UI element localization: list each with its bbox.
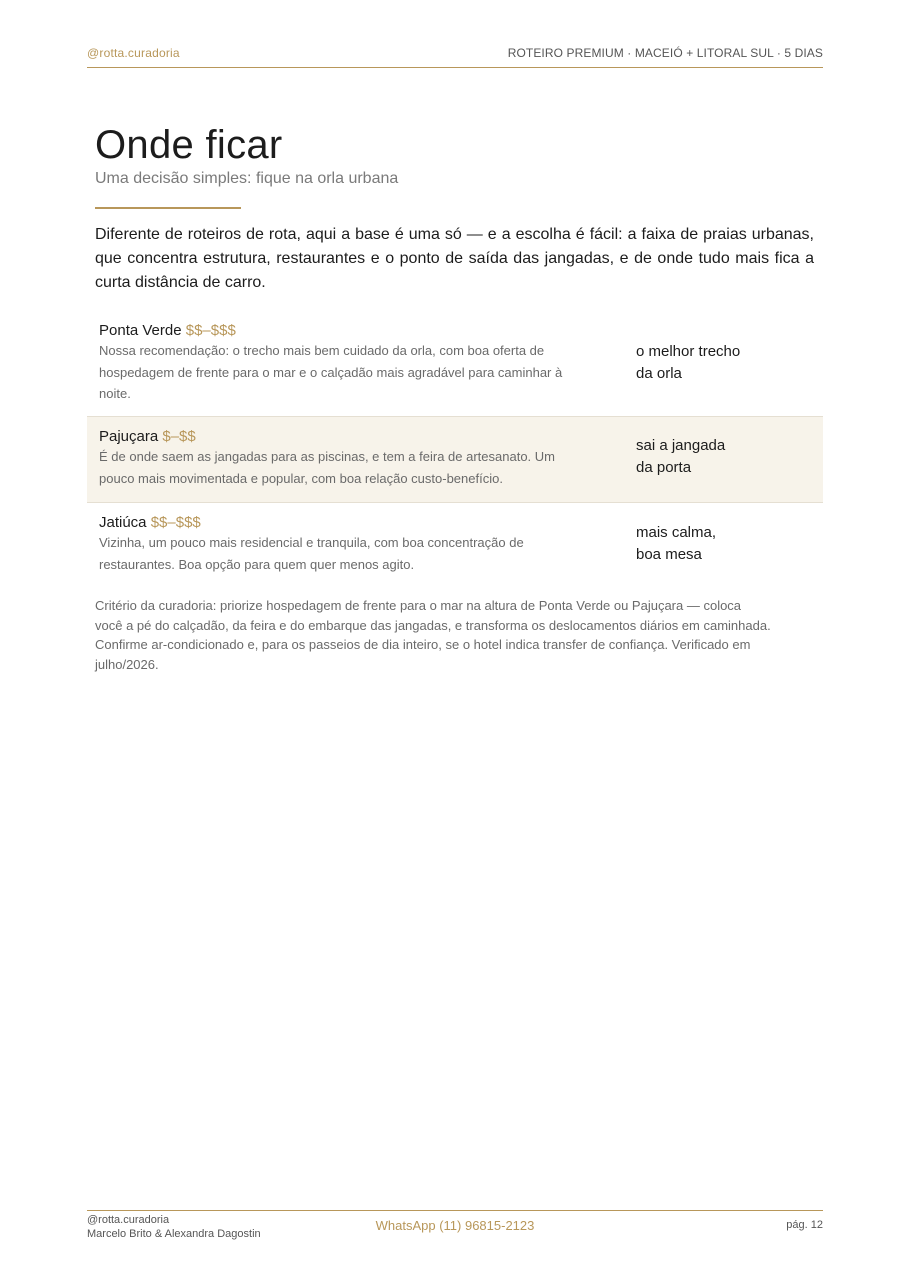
whatsapp-contact: WhatsApp (11) 96815-2123: [375, 1218, 535, 1233]
note-line: Critério da curadoria: priorize hospedagem de frente para o mar na altura de Ponta Verde ou Pajuçara — coloca: [95, 598, 742, 613]
page-number: pág. 12: [786, 1219, 823, 1231]
footer-handle: @rotta.curadoria: [87, 1214, 170, 1226]
page-footer: [87, 1210, 823, 1247]
note-line: Confirme ar-condicionado e, para os passeios de dia inteiro, se o hotel indica transfer de confiança. Verificado em: [95, 637, 751, 652]
option-title: [99, 429, 599, 444]
description-line: hospedagem de frente para o mar e o calçadão mais agradável para caminhar à: [99, 364, 563, 380]
option-highlight: [636, 522, 796, 566]
highlight-line: sai a jangada: [636, 437, 726, 454]
description-line: pouco mais movimentada e popular, com boa relação custo-benefício.: [99, 470, 503, 486]
option-description: [99, 340, 599, 405]
option-title: [99, 515, 599, 530]
title-block: [95, 122, 398, 189]
description-line: É de onde saem as jangadas para as piscinas, e tem a feira de artesanato. Um: [99, 449, 555, 464]
price-range: $$–$$$: [185, 322, 236, 339]
price-range: $$–$$$: [150, 514, 201, 531]
page-subtitle: Uma decisão simples: fique na orla urbana: [95, 170, 399, 187]
highlight-line: boa mesa: [636, 546, 702, 563]
option-pajucara: [87, 417, 823, 503]
description-line: restaurantes. Boa opção para quem quer menos agito.: [99, 556, 415, 572]
option-title: [99, 323, 599, 338]
note-line: julho/2026.: [95, 656, 159, 672]
description-line: Nossa recomendação: o trecho mais bem cuidado da orla, com boa oferta de: [99, 343, 545, 358]
page-title: Onde ficar: [95, 123, 283, 167]
footer-authors: Marcelo Brito & Alexandra Dagostin: [87, 1228, 261, 1240]
note-line: você a pé do calçadão, da feira e do embarque das jangadas, e transforma os deslocamentos diários em caminhada.: [95, 617, 771, 633]
option-highlight: [636, 435, 796, 479]
option-description: [99, 446, 599, 489]
highlight-line: o melhor trecho: [636, 343, 741, 360]
option-jatiuca: [87, 503, 823, 581]
option-highlight: [636, 341, 796, 385]
document-label: ROTEIRO PREMIUM · MACEIÓ + LITORAL SUL · 5 DIAS: [507, 46, 823, 60]
price-range: $–$$: [162, 428, 196, 445]
option-ponta-verde: [87, 319, 823, 417]
option-name: Pajuçara: [99, 428, 159, 445]
intro-paragraph: Diferente de roteiros de rota, aqui a base é uma só — e a escolha é fácil: a faixa de praias urbanas, que concentra estrutura, restaurantes e o ponto de saída das jangadas, e de onde tudo mais fica a curta distância de carro.: [95, 226, 814, 291]
option-name: Ponta Verde: [99, 322, 182, 339]
option-description: [99, 532, 599, 575]
brand-handle: @rotta.curadoria: [87, 46, 180, 60]
description-line: noite.: [99, 386, 131, 401]
option-name: Jatiúca: [99, 514, 147, 531]
highlight-line: da porta: [636, 459, 692, 476]
highlight-line: mais calma,: [636, 524, 717, 541]
page-header: [87, 46, 823, 68]
description-line: Vizinha, um pouco mais residencial e tranquila, com boa concentração de: [99, 535, 524, 550]
curation-note: [95, 596, 815, 674]
title-divider: [95, 207, 241, 209]
neighborhood-list: [87, 319, 823, 581]
highlight-line: da orla: [636, 365, 682, 382]
